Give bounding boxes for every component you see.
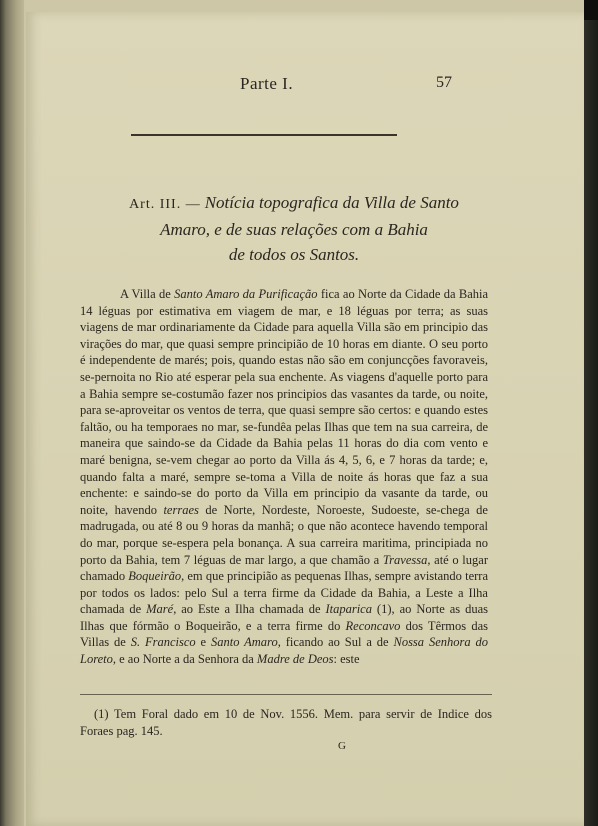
title-line-3: de todos os Santos. [228, 245, 360, 264]
page-number: 57 [436, 74, 452, 91]
title-line-1 [84, 190, 504, 217]
page-header [26, 74, 586, 96]
article-label: Art. III. — [129, 197, 201, 212]
title-text-1: Notícia topografica da Villa de Santo [204, 193, 459, 212]
footnote-text: (1) Tem Foral dado em 10 de Nov. 1556. Mem. para servir de Indice dos Foraes pag. 145. [80, 707, 492, 738]
article-title [84, 190, 504, 267]
title-line-2: Amaro, e de suas relações com a Bahia [160, 220, 428, 239]
body-paragraph [80, 286, 488, 668]
scan-corner [584, 0, 598, 20]
header-rule [131, 134, 397, 136]
book-page [26, 12, 586, 826]
footnote [80, 706, 492, 739]
paragraph: A Villa de Santo Amaro da Purificação fica ao Norte da Cidade da Bahia 14 léguas por estimativa em viagem de mar, e 18 léguas por terra; as suas viagens de mar ordinariamente da Cidade para aquella Villa são em principio das virações do mar, que quasi sempre principião de 10 horas em diante. O seu porto é independente de marés; pois, quando estas não são em conjuncções favoraveis, se-pernoita no Rio até esperar pela sua enchente. As viagens d'aquelle porto para a Bahia sempre se-costumão fazer nos principios das vasantes da tarde, ou noite, para se-aproveitar os ventos de terra, que quasi sempre são certos: e quando estes faltão, ou ha temporaes no mar, se-fundêa pelas Ilhas que tem na sua carreira, de maneira que saindo-se da Cidade da Bahia pelas 11 horas do dia com vento e maré benigna, se-vem chegar ao porto da Villa ás 4, 5, 6, e 7 horas da tarde; e, quando falta a maré, sempre se-toma a Villa de noite ás horas que faz a sua enchente: e saindo-se do porto da Villa em principio da vasante da tarde, ou noite, havendo terraes de Norte, Nordeste, Noroeste, Sudoeste, se-chega de madrugada, ou até 8 ou 9 horas da manhã; o que não acontece havendo temporal do mar, porque se-espera pela bonança. A sua carreira maritima, principiada no porto da Bahia, tem 7 léguas de mar largo, a que chamão a Travessa, até o lugar chamado Boqueirão, em que principião as pequenas Ilhas, sempre avistando terra por todos os lados: pelo Sul a terra firme da Cidade da Bahia, a Leste a Ilha chamada de Maré, ao Este a Ilha chamada de Itaparica (1), ao Norte as duas Ilhas que fórmão o Boqueirão, e a terra firme do Reconcavo dos Têrmos das Villas de S. Francisco e Santo Amaro, ficando ao Sul a de Nossa Senhora do Loreto, e ao Norte a da Senhora da Madre de Deos: este [80, 287, 489, 667]
signature-mark: G [338, 740, 346, 752]
footnote-rule [80, 694, 492, 695]
book-gutter [0, 0, 24, 826]
scan-border [584, 0, 598, 826]
running-head: Parte I. [240, 74, 294, 93]
